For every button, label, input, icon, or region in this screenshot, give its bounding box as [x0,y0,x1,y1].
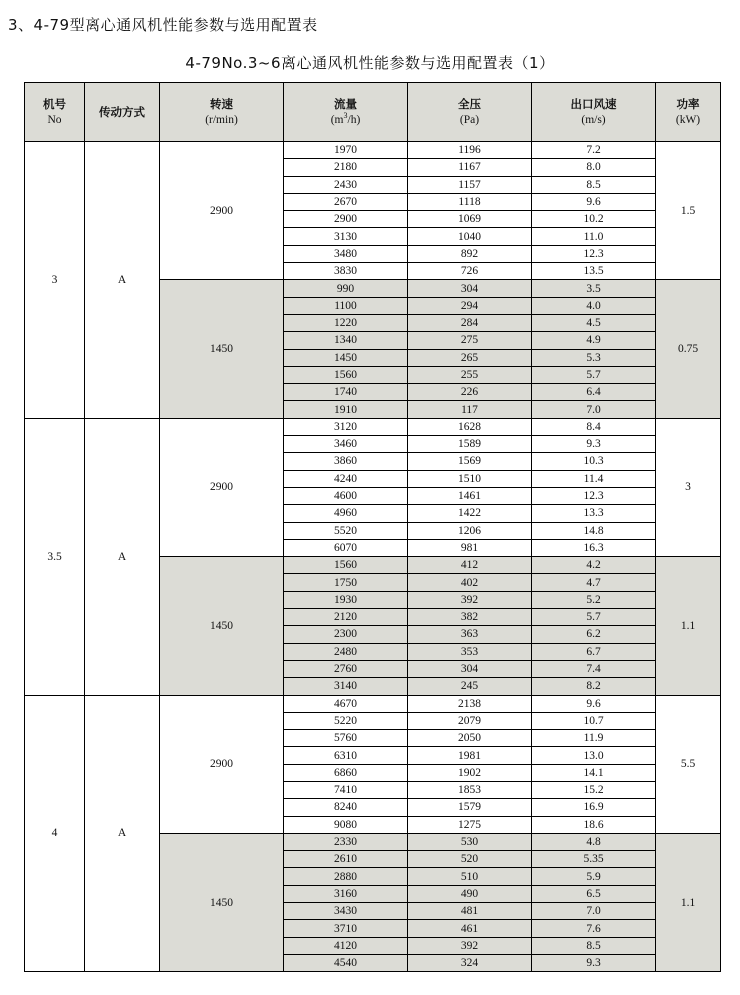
table-body [25,142,721,972]
power-cell: 0.75 [656,280,721,418]
flow-cell: 5220 [284,712,408,729]
power-cell: 1.5 [656,142,721,280]
velocity-cell: 10.2 [532,211,656,228]
machine-no-cell: 3 [25,142,85,419]
pressure-cell: 981 [408,539,532,556]
velocity-cell: 18.6 [532,816,656,833]
velocity-cell: 7.0 [532,401,656,418]
section-heading: 3、4-79型离心通风机性能参数与选用配置表 [8,16,318,34]
velocity-cell: 11.0 [532,228,656,245]
power-cell: 1.1 [656,833,721,971]
pressure-cell: 1902 [408,764,532,781]
flow-cell: 2900 [284,211,408,228]
pressure-cell: 392 [408,591,532,608]
table-row [25,418,721,435]
velocity-cell: 5.3 [532,349,656,366]
flow-cell: 3830 [284,263,408,280]
pressure-cell: 481 [408,903,532,920]
velocity-cell: 12.3 [532,245,656,262]
flow-cell: 1930 [284,591,408,608]
velocity-cell: 5.7 [532,609,656,626]
velocity-cell: 5.2 [532,591,656,608]
flow-cell: 3710 [284,920,408,937]
velocity-cell: 13.0 [532,747,656,764]
pressure-cell: 520 [408,851,532,868]
pressure-cell: 382 [408,609,532,626]
velocity-cell: 16.3 [532,539,656,556]
machine-no-cell: 3.5 [25,418,85,695]
velocity-cell: 13.5 [532,263,656,280]
header-drive: 传动方式 [85,83,160,142]
table-row [25,142,721,159]
pressure-cell: 1422 [408,505,532,522]
flow-cell: 3130 [284,228,408,245]
flow-cell: 1100 [284,297,408,314]
flow-cell: 6070 [284,539,408,556]
flow-cell: 1560 [284,557,408,574]
pressure-cell: 392 [408,937,532,954]
velocity-cell: 9.3 [532,436,656,453]
flow-cell: 3140 [284,678,408,695]
pressure-cell: 294 [408,297,532,314]
velocity-cell: 13.3 [532,505,656,522]
velocity-cell: 4.9 [532,332,656,349]
velocity-cell: 10.7 [532,712,656,729]
flow-cell: 3460 [284,436,408,453]
pressure-cell: 1040 [408,228,532,245]
velocity-cell: 4.7 [532,574,656,591]
velocity-cell: 7.2 [532,142,656,159]
table-title: 4-79No.3~6离心通风机性能参数与选用配置表（1） [185,54,555,72]
flow-cell: 2300 [284,626,408,643]
velocity-cell: 7.6 [532,920,656,937]
velocity-cell: 5.35 [532,851,656,868]
velocity-cell: 8.0 [532,159,656,176]
flow-cell: 2880 [284,868,408,885]
velocity-cell: 10.3 [532,453,656,470]
flow-cell: 9080 [284,816,408,833]
velocity-cell: 9.6 [532,695,656,712]
flow-cell: 4240 [284,470,408,487]
velocity-cell: 11.9 [532,730,656,747]
pressure-cell: 265 [408,349,532,366]
header-velocity: 出口风速 (m/s) [532,83,656,142]
velocity-cell: 15.2 [532,781,656,798]
pressure-cell: 1461 [408,487,532,504]
header-flow: 流量 $(m^3/h)$ [284,83,408,142]
velocity-cell: 14.8 [532,522,656,539]
pressure-cell: 1589 [408,436,532,453]
pressure-cell: 892 [408,245,532,262]
velocity-cell: 16.9 [532,799,656,816]
pressure-cell: 353 [408,643,532,660]
power-cell: 3 [656,418,721,556]
pressure-cell: 1569 [408,453,532,470]
pressure-cell: 2079 [408,712,532,729]
flow-cell: 4670 [284,695,408,712]
pressure-cell: 255 [408,366,532,383]
table-row [25,695,721,712]
pressure-cell: 1206 [408,522,532,539]
header-speed: 转速 (r/min) [160,83,284,142]
flow-cell: 1910 [284,401,408,418]
speed-cell: 1450 [160,833,284,971]
velocity-cell: 7.4 [532,660,656,677]
velocity-cell: 4.0 [532,297,656,314]
pressure-cell: 324 [408,954,532,971]
pressure-cell: 1069 [408,211,532,228]
velocity-cell: 6.2 [532,626,656,643]
velocity-cell: 8.4 [532,418,656,435]
flow-cell: 3860 [284,453,408,470]
pressure-cell: 402 [408,574,532,591]
flow-cell: 6310 [284,747,408,764]
pressure-cell: 1628 [408,418,532,435]
pressure-cell: 304 [408,280,532,297]
pressure-cell: 1196 [408,142,532,159]
flow-cell: 8240 [284,799,408,816]
velocity-cell: 7.0 [532,903,656,920]
flow-cell: 2120 [284,609,408,626]
header-no: 机号 No [25,83,85,142]
pressure-cell: 2050 [408,730,532,747]
flow-cell: 1450 [284,349,408,366]
flow-cell: 2330 [284,833,408,850]
flow-cell: 3120 [284,418,408,435]
velocity-cell: 5.7 [532,366,656,383]
velocity-cell: 6.7 [532,643,656,660]
header-pressure: 全压 (Pa) [408,83,532,142]
flow-cell: 5520 [284,522,408,539]
flow-cell: 1340 [284,332,408,349]
speed-cell: 1450 [160,557,284,695]
flow-cell: 2480 [284,643,408,660]
pressure-cell: 726 [408,263,532,280]
power-cell: 5.5 [656,695,721,833]
pressure-cell: 304 [408,660,532,677]
flow-cell: 1740 [284,384,408,401]
pressure-cell: 1118 [408,193,532,210]
velocity-cell: 8.2 [532,678,656,695]
pressure-cell: 461 [408,920,532,937]
header-power: 功率 (kW) [656,83,721,142]
pressure-cell: 412 [408,557,532,574]
pressure-cell: 1579 [408,799,532,816]
performance-table [24,82,721,972]
machine-no-cell: 4 [25,695,85,972]
flow-cell: 2670 [284,193,408,210]
pressure-cell: 275 [408,332,532,349]
flow-cell: 5760 [284,730,408,747]
velocity-cell: 6.5 [532,885,656,902]
flow-cell: 4540 [284,954,408,971]
velocity-cell: 5.9 [532,868,656,885]
velocity-cell: 3.5 [532,280,656,297]
velocity-cell: 4.2 [532,557,656,574]
pressure-cell: 1853 [408,781,532,798]
flow-cell: 2760 [284,660,408,677]
velocity-cell: 12.3 [532,487,656,504]
velocity-cell: 4.8 [532,833,656,850]
velocity-cell: 14.1 [532,764,656,781]
flow-cell: 990 [284,280,408,297]
flow-cell: 4120 [284,937,408,954]
flow-cell: 3160 [284,885,408,902]
drive-type-cell: A [85,418,160,695]
flow-cell: 4600 [284,487,408,504]
drive-type-cell: A [85,695,160,972]
velocity-cell: 9.3 [532,954,656,971]
velocity-cell: 8.5 [532,937,656,954]
velocity-cell: 6.4 [532,384,656,401]
pressure-cell: 245 [408,678,532,695]
flow-cell: 6860 [284,764,408,781]
pressure-cell: 530 [408,833,532,850]
speed-cell: 2900 [160,695,284,833]
flow-cell: 1750 [284,574,408,591]
pressure-cell: 226 [408,384,532,401]
power-cell: 1.1 [656,557,721,695]
pressure-cell: 363 [408,626,532,643]
speed-cell: 1450 [160,280,284,418]
velocity-cell: 8.5 [532,176,656,193]
velocity-cell: 4.5 [532,314,656,331]
pressure-cell: 1275 [408,816,532,833]
flow-cell: 4960 [284,505,408,522]
flow-cell: 2610 [284,851,408,868]
pressure-cell: 490 [408,885,532,902]
flow-cell: 2180 [284,159,408,176]
velocity-cell: 11.4 [532,470,656,487]
pressure-cell: 1157 [408,176,532,193]
pressure-cell: 510 [408,868,532,885]
pressure-cell: 284 [408,314,532,331]
flow-cell: 1970 [284,142,408,159]
pressure-cell: 2138 [408,695,532,712]
velocity-cell: 9.6 [532,193,656,210]
pressure-cell: 1981 [408,747,532,764]
pressure-cell: 1510 [408,470,532,487]
flow-cell: 1220 [284,314,408,331]
drive-type-cell: A [85,142,160,419]
speed-cell: 2900 [160,418,284,556]
flow-cell: 1560 [284,366,408,383]
flow-cell: 3480 [284,245,408,262]
pressure-cell: 1167 [408,159,532,176]
flow-cell: 3430 [284,903,408,920]
pressure-cell: 117 [408,401,532,418]
flow-cell: 2430 [284,176,408,193]
speed-cell: 2900 [160,142,284,280]
flow-cell: 7410 [284,781,408,798]
table-header-row [25,83,721,142]
